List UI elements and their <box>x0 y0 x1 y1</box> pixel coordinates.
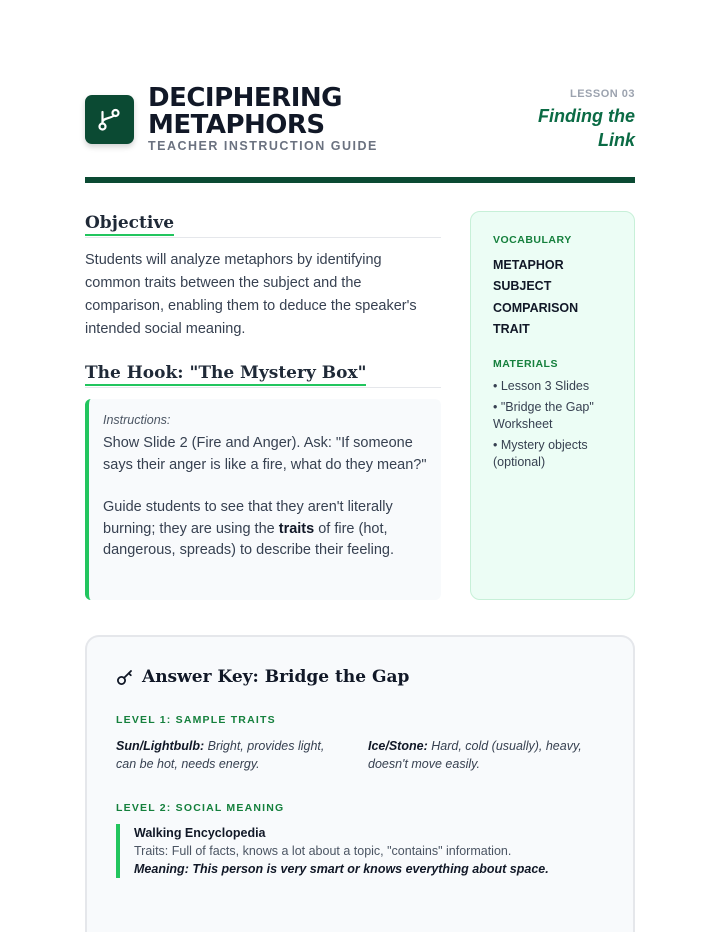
hook-instructions-box <box>85 399 441 600</box>
lesson-number: LESSON 03 <box>569 88 635 100</box>
objective-heading-rule <box>85 237 441 238</box>
level-2-label: LEVEL 2: SOCIAL MEANING <box>116 802 285 814</box>
hook-heading: The Hook: "The Mystery Box" <box>85 363 366 386</box>
lesson-title: Finding the Link <box>538 106 635 150</box>
material-item: • Lesson 3 Slides <box>493 379 590 393</box>
traits-emphasis: traits <box>278 520 315 537</box>
vocab-item: TRAIT <box>493 321 530 336</box>
hook-paragraph-2-end: of fire (hot, dangerous, spreads) to describe their feeling. <box>103 520 394 558</box>
header-divider <box>85 177 635 183</box>
answer-key-card <box>85 635 635 932</box>
page-header <box>85 85 635 165</box>
sidebar-panel <box>470 211 635 600</box>
example-traits: Traits: Full of facts, knows a lot about a topic, "contains" information. <box>134 844 512 858</box>
trait-ice-stone <box>368 738 593 773</box>
vocab-item: COMPARISON <box>493 300 579 315</box>
vocabulary-list <box>493 255 578 340</box>
answer-key-title: Answer Key: Bridge the Gap <box>142 667 410 687</box>
hook-paragraph-2 <box>103 497 429 562</box>
example-meaning: Meaning: This person is very smart or knows everything about space. <box>134 862 549 876</box>
material-item: • "Bridge the Gap" Worksheet <box>493 399 594 431</box>
hook-paragraph-1: Show Slide 2 (Fire and Anger). Ask: "If someone says their anger is like a fire, what do they mean?" <box>103 435 427 473</box>
page-subtitle: TEACHER INSTRUCTION GUIDE <box>148 139 378 153</box>
title-line-1: DECIPHERING <box>148 83 342 113</box>
instructions-label: Instructions: <box>103 413 171 427</box>
hook-heading-rule <box>85 387 441 388</box>
trait-text: Bright, provides light, can be hot, needs energy. <box>116 739 325 771</box>
title-line-2: METAPHORS <box>148 110 325 140</box>
vocabulary-label: VOCABULARY <box>493 234 572 246</box>
example-title: Walking Encyclopedia <box>134 826 266 840</box>
social-meaning-example <box>116 824 596 878</box>
key-icon <box>116 668 134 686</box>
trait-label: Sun/Lightbulb: <box>116 739 205 753</box>
objective-heading: Objective <box>85 213 174 236</box>
branch-icon <box>97 107 122 132</box>
answer-key-header <box>116 667 409 687</box>
vocab-item: SUBJECT <box>493 279 552 294</box>
trait-sun-lightbulb <box>116 738 341 773</box>
objective-text: Students will analyze metaphors by identifying common traits between the subject and the comparison, enabling them to deduce the speaker's intended social meaning. <box>85 252 417 337</box>
vocab-item: METAPHOR <box>493 258 564 272</box>
materials-label: MATERIALS <box>493 358 558 370</box>
logo-badge <box>85 95 134 144</box>
material-item: • Mystery objects (optional) <box>493 437 588 469</box>
level-1-label: LEVEL 1: SAMPLE TRAITS <box>116 714 276 726</box>
page-title <box>148 85 342 139</box>
trait-label: Ice/Stone: <box>368 739 428 753</box>
trait-text: Hard, cold (usually), heavy, doesn't move easily. <box>368 739 582 771</box>
materials-list <box>493 378 618 475</box>
hook-paragraph-2-start: Guide students to see that they aren't literally burning; they are using the <box>103 499 393 537</box>
